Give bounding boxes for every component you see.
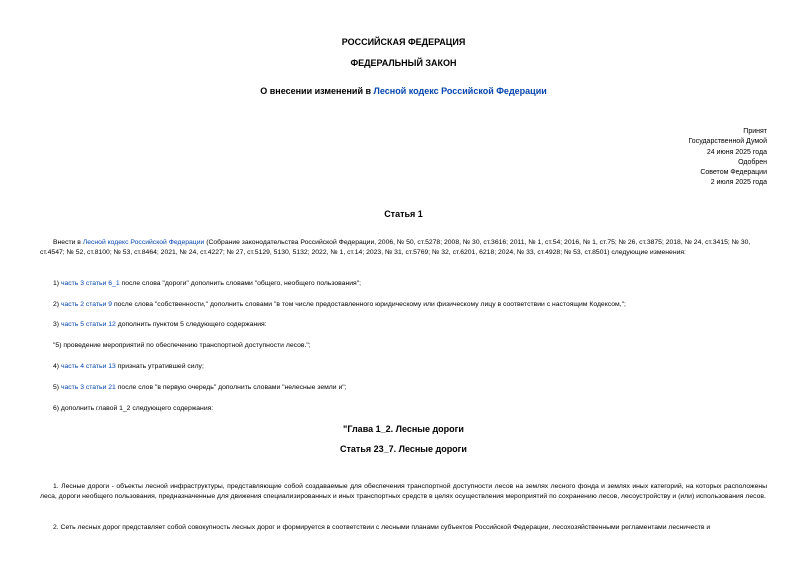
item-number: 5) — [53, 384, 60, 391]
item-2-link[interactable]: часть 2 статьи 9 — [60, 301, 113, 308]
law-title-prefix: О внесении изменений в — [260, 86, 372, 96]
chapter-heading: "Глава 1_2. Лесные дороги — [343, 424, 464, 434]
item-number: 3) — [53, 321, 60, 328]
adoption-line: 2 июля 2025 года — [710, 179, 767, 187]
amendment-item-3 — [40, 320, 767, 330]
amendment-item-2 — [40, 300, 767, 310]
forest-code-link[interactable]: Лесной кодекс Российской Федерации — [82, 239, 205, 246]
item-text: признать утратившей силу; — [117, 363, 204, 370]
item-4-link[interactable]: часть 4 статьи 13 — [60, 363, 116, 370]
amendment-item-6: 6) дополнить главой 1_2 следующего содержания: — [53, 405, 214, 412]
doc-type-heading: ФЕДЕРАЛЬНЫЙ ЗАКОН — [350, 58, 457, 68]
adoption-line: Принят — [743, 128, 767, 135]
item-number: 4) — [53, 363, 60, 370]
amendment-item-4 — [40, 362, 767, 372]
adoption-block — [607, 127, 767, 189]
quoted-point-5: "5) проведение мероприятий по обеспечению транспортной доступности лесов."; — [53, 342, 311, 349]
forest-code-title-link[interactable]: Лесной кодекс Российской Федерации — [373, 86, 547, 96]
intro-pre: Внести в — [53, 239, 81, 246]
item-5-link[interactable]: часть 3 статьи 21 — [60, 384, 116, 391]
adoption-line: 24 июня 2025 года — [706, 148, 767, 156]
amendment-item-1 — [40, 279, 767, 289]
adoption-line: Советом Федерации — [700, 169, 767, 177]
item-text: после слова "собственности," дополнить словами "в том числе предоставленного юридическому или физическому лицу в соответствии с настоящим Кодексом,"; — [113, 301, 626, 308]
paragraph-2: 2. Сеть лесных дорог представляет собой совокупность лесных дорог и формируется в соответствии с лесными планами субъектов Российской Федерации, лесохозяйственными регламентами лесничеств и — [53, 524, 711, 531]
article-23-7-heading: Статья 23_7. Лесные дороги — [340, 444, 467, 454]
paragraph-1: 1. Лесные дороги - объекты лесной инфраструктуры, представляющие собой создаваемые для обеспечения транспортной доступности лесов на землях лесного фонда и землях иных категорий, на которых расположены леса, дороги необщего пользования, предназначенные для движения специализированных и иных транспортных средств в целях осуществления мероприятий по сохранению лесов, лесоустройству и (или) использования лесов. — [40, 483, 767, 501]
item-text: дополнить пунктом 5 следующего содержания: — [117, 321, 267, 328]
item-text: после слов "в первую очередь" дополнить словами "нелесные земли и"; — [117, 384, 347, 391]
article-1-intro — [40, 238, 767, 259]
law-title — [0, 86, 807, 96]
item-number: 2) — [53, 301, 60, 308]
adoption-line: Одобрен — [738, 158, 767, 166]
amendment-item-5 — [40, 383, 767, 393]
item-1-link[interactable]: часть 3 статьи 6_1 — [60, 280, 120, 287]
country-heading: РОССИЙСКАЯ ФЕДЕРАЦИЯ — [341, 37, 466, 47]
article-1-heading: Статья 1 — [384, 209, 423, 219]
item-3-link[interactable]: часть 5 статьи 12 — [60, 321, 116, 328]
item-text: после слова "дороги" дополнить словами "общего, необщего пользования"; — [121, 280, 361, 287]
adoption-line: Государственной Думой — [688, 138, 767, 146]
intro-post: (Собрание законодательства Российской Федерации, 2006, № 50, ст.5278; 2008, № 30, ст.3616; 2011, № 1, ст.54; 2016, № 1, ст.75; № 26, ст.3875; 2018, № 24, ст.3415; № 30, ст.4547; № 52, ст.8100; № 53, ст.8464; 2021, № 24, ст.4227; № 27, ст.5129, 5130, 5132; 2022, № 1, ст.14; 2023, № 31, ст.5769; № 32, ст.6201, 6218; 2024, № 33, ст.4928; № 53, ст.8501) следующие изменения: — [40, 239, 751, 257]
item-number: 1) — [53, 280, 60, 287]
